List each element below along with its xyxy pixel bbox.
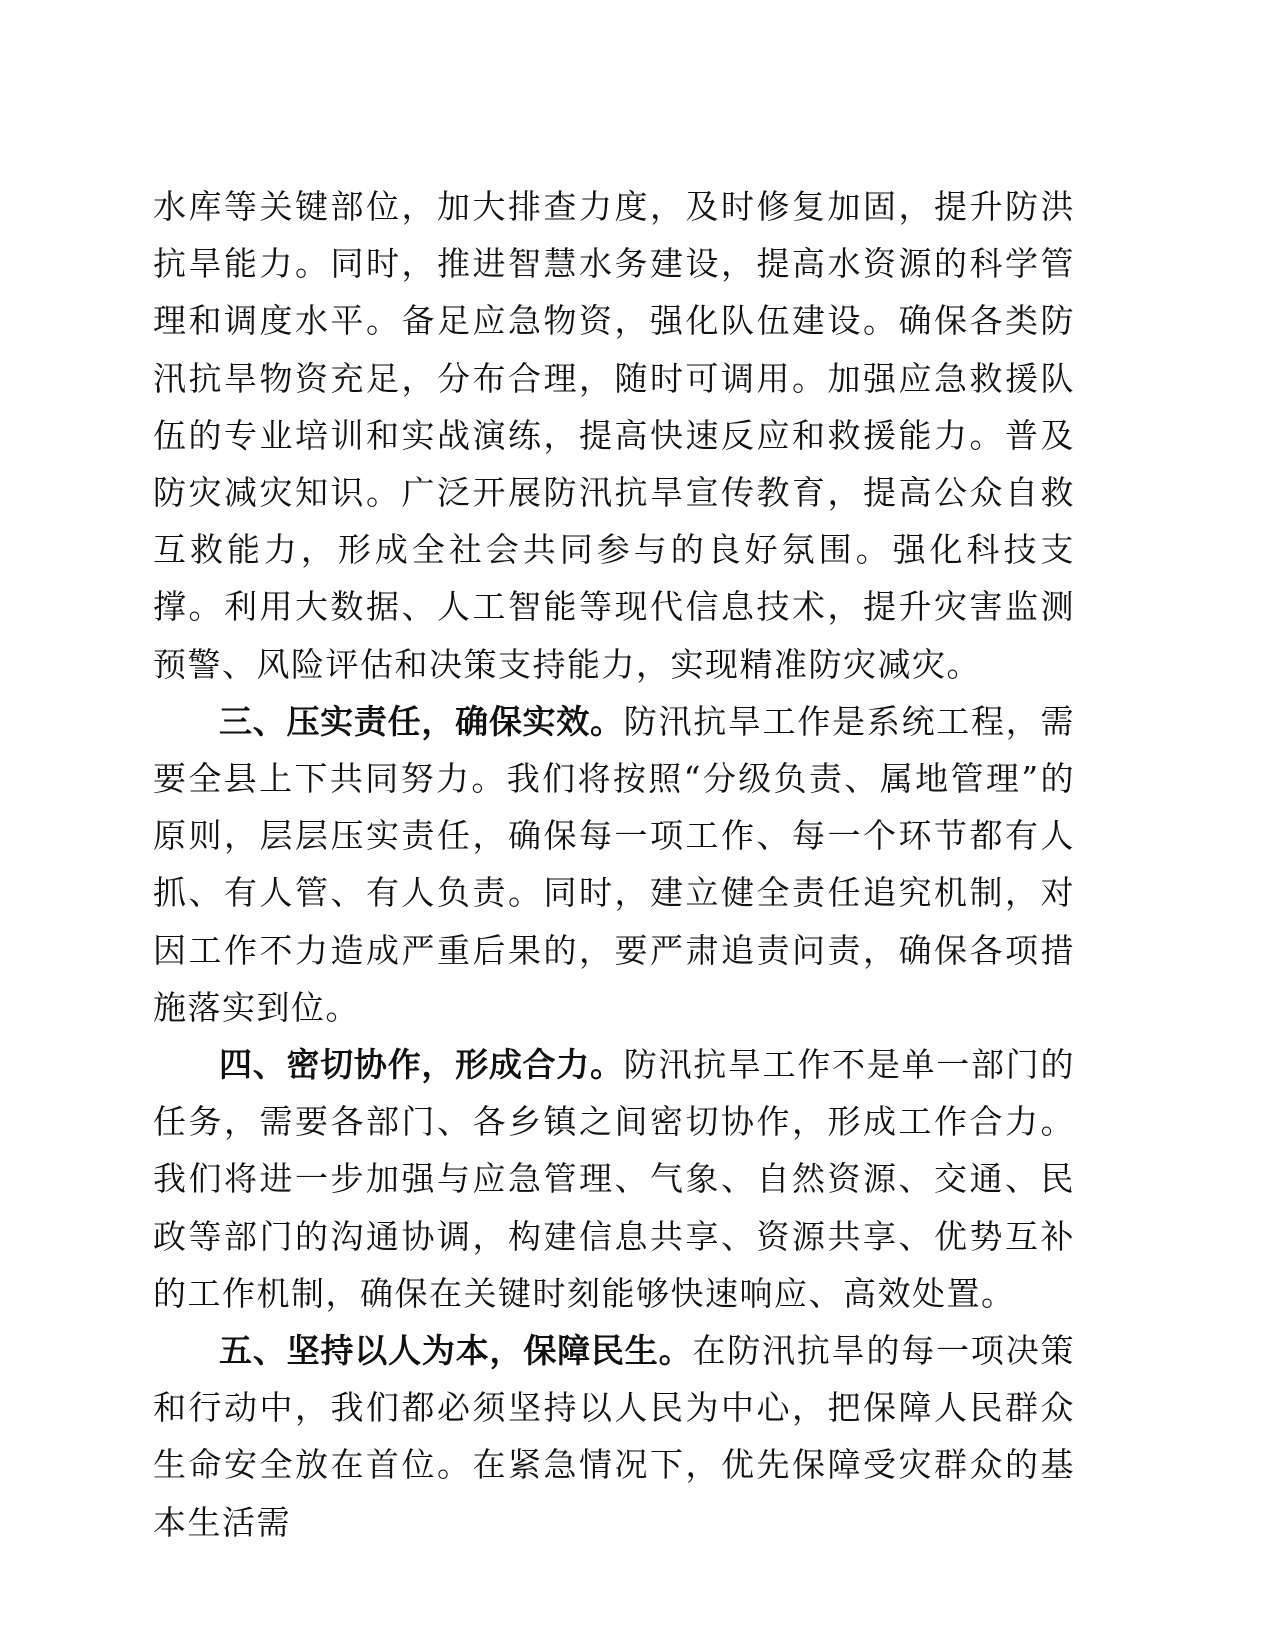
paragraph-body: 在防汛抗旱的每一项决策和行动中，我们都必须坚持以人民为中心，把保障人民群众生命安全放在首位。在紧急情况下，优先保障受灾群众的基本生活需 (153, 1331, 1075, 1542)
document-body (153, 178, 1075, 1551)
paragraph-section-four (153, 1036, 1075, 1322)
paragraph-section-five (153, 1322, 1075, 1551)
paragraph-body: 防汛抗旱工作不是单一部门的任务，需要各部门、各乡镇之间密切协作，形成工作合力。我们将进一步加强与应急管理、气象、自然资源、交通、民政等部门的沟通协调，构建信息共享、资源共享、优势互补的工作机制，确保在关键时刻能够快速响应、高效处置。 (153, 1045, 1076, 1313)
section-heading: 五、坚持以人为本，保障民生。 (219, 1331, 693, 1371)
paragraph-body: 水库等关键部位，加大排查力度，及时修复加固，提升防洪抗旱能力。同时，推进智慧水务建设，提高水资源的科学管理和调度水平。备足应急物资，强化队伍建设。确保各类防汛抗旱物资充足，分布合理，随时可调用。加强应急救援队伍的专业培训和实战演练，提高快速反应和救援能力。普及防灾减灾知识。广泛开展防汛抗旱宣传教育，提高公众自救互救能力，形成全社会共同参与的良好氛围。强化科技支撑。利用大数据、人工智能等现代信息技术，提升灾害监测预警、风险评估和决策支持能力，实现精准防灾减灾。 (153, 187, 1075, 684)
section-heading: 三、压实责任，确保实效。 (219, 701, 624, 741)
paragraph-body: 防汛抗旱工作是系统工程，需要全县上下共同努力。我们将按照“分级负责、属地管理”的原则，层层压实责任，确保每一项工作、每一个环节都有人抓、有人管、有人负责。同时，建立健全责任追究机制，对因工作不力造成严重后果的，要严肃追责问责，确保各项措施落实到位。 (153, 701, 1076, 1027)
section-heading: 四、密切协作，形成合力。 (219, 1045, 624, 1085)
paragraph-section-three (153, 693, 1075, 1036)
paragraph-continuation (153, 178, 1075, 693)
